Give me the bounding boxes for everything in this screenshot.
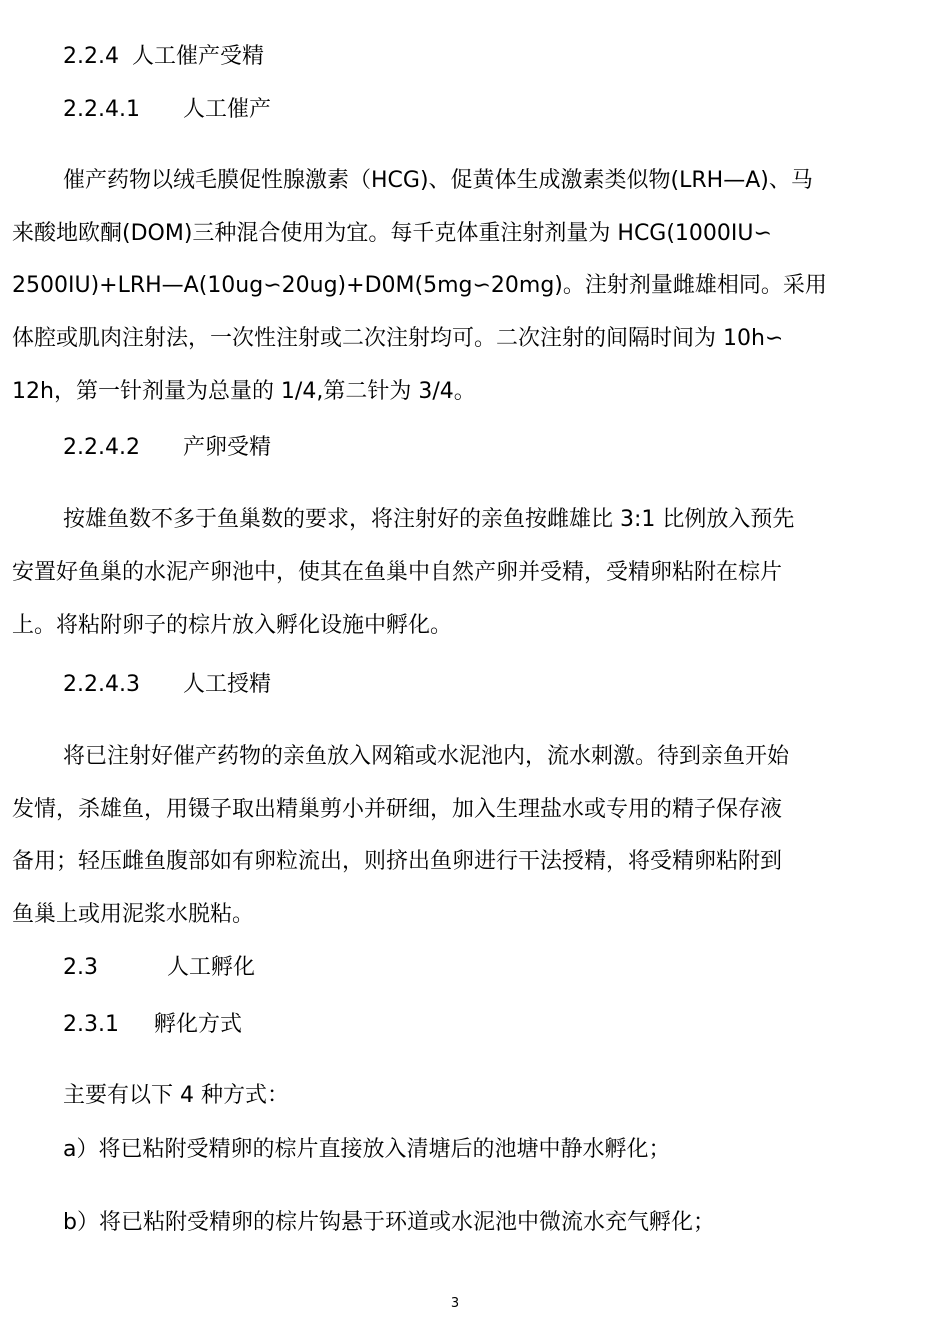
page-number: 3 [450,1296,460,1311]
paragraph-line: 备用；轻压雌鱼腹部如有卵粒流出，则挤出鱼卵进行干法授精，将受精卵粘附到 [12,849,783,874]
paragraph-line: 体腔或肌肉注射法，一次性注射或二次注射均可。二次注射的间隔时间为 10h∽ [12,326,784,351]
section-heading-2-3 [63,955,255,981]
section-title: 人工授精 [182,672,271,697]
section-heading-2-2-4 [63,44,264,70]
paragraph-line: 发情，杀雄鱼，用镊子取出精巢剪小并研细，加入生理盐水或专用的精子保存液 [12,797,783,822]
paragraph-line: 2500IU)+LRH—A(10ug∽20ug)+D0M(5mg∽20mg)。注射剂量雌雄相同。采用 [12,273,827,298]
section-title: 人工催产受精 [131,44,264,69]
section-heading-2-3-1 [63,1012,242,1038]
list-intro: 主要有以下 4 种方式： [63,1083,289,1108]
paragraph-line: 来酸地欧酮(DOM)三种混合使用为宜。每千克体重注射剂量为 HCG(1000IU∽ [12,221,772,246]
paragraph-line: 安置好鱼巢的水泥产卵池中，使其在鱼巢中自然产卵并受精，受精卵粘附在棕片 [12,560,783,585]
section-heading-2-2-4-2 [63,435,271,461]
section-number: 2.2.4.1 [63,97,140,122]
list-item: b）将已粘附受精卵的棕片钩悬于环道或水泥池中微流水充气孵化； [63,1210,715,1235]
section-title: 孵化方式 [153,1012,242,1037]
section-number: 2.2.4.2 [63,435,140,460]
section-number: 2.2.4 [63,44,119,69]
section-number: 2.3.1 [63,1012,119,1037]
paragraph-line: 将已注射好催产药物的亲鱼放入网箱或水泥池内，流水刺激。待到亲鱼开始 [63,744,790,769]
paragraph-line: 鱼巢上或用泥浆水脱粘。 [12,902,255,927]
section-title: 人工催产 [182,97,271,122]
section-title: 人工孵化 [167,955,256,980]
paragraph-line: 按雄鱼数不多于鱼巢数的要求，将注射好的亲鱼按雌雄比 3:1 比例放入预先 [63,507,795,532]
paragraph-line: 12h，第一针剂量为总量的 1/4,第二针为 3/4。 [12,379,476,404]
section-number: 2.2.4.3 [63,672,140,697]
section-title: 产卵受精 [182,435,271,460]
list-item: a）将已粘附受精卵的棕片直接放入清塘后的池塘中静水孵化； [63,1137,671,1162]
section-heading-2-2-4-3 [63,672,271,698]
section-number: 2.3 [63,955,98,980]
paragraph-line: 催产药物以绒毛膜促性腺激素（HCG)、促黄体生成激素类似物(LRH—A)、马 [63,168,813,193]
paragraph-line: 上。将粘附卵子的棕片放入孵化设施中孵化。 [12,613,453,638]
section-heading-2-2-4-1 [63,97,271,123]
